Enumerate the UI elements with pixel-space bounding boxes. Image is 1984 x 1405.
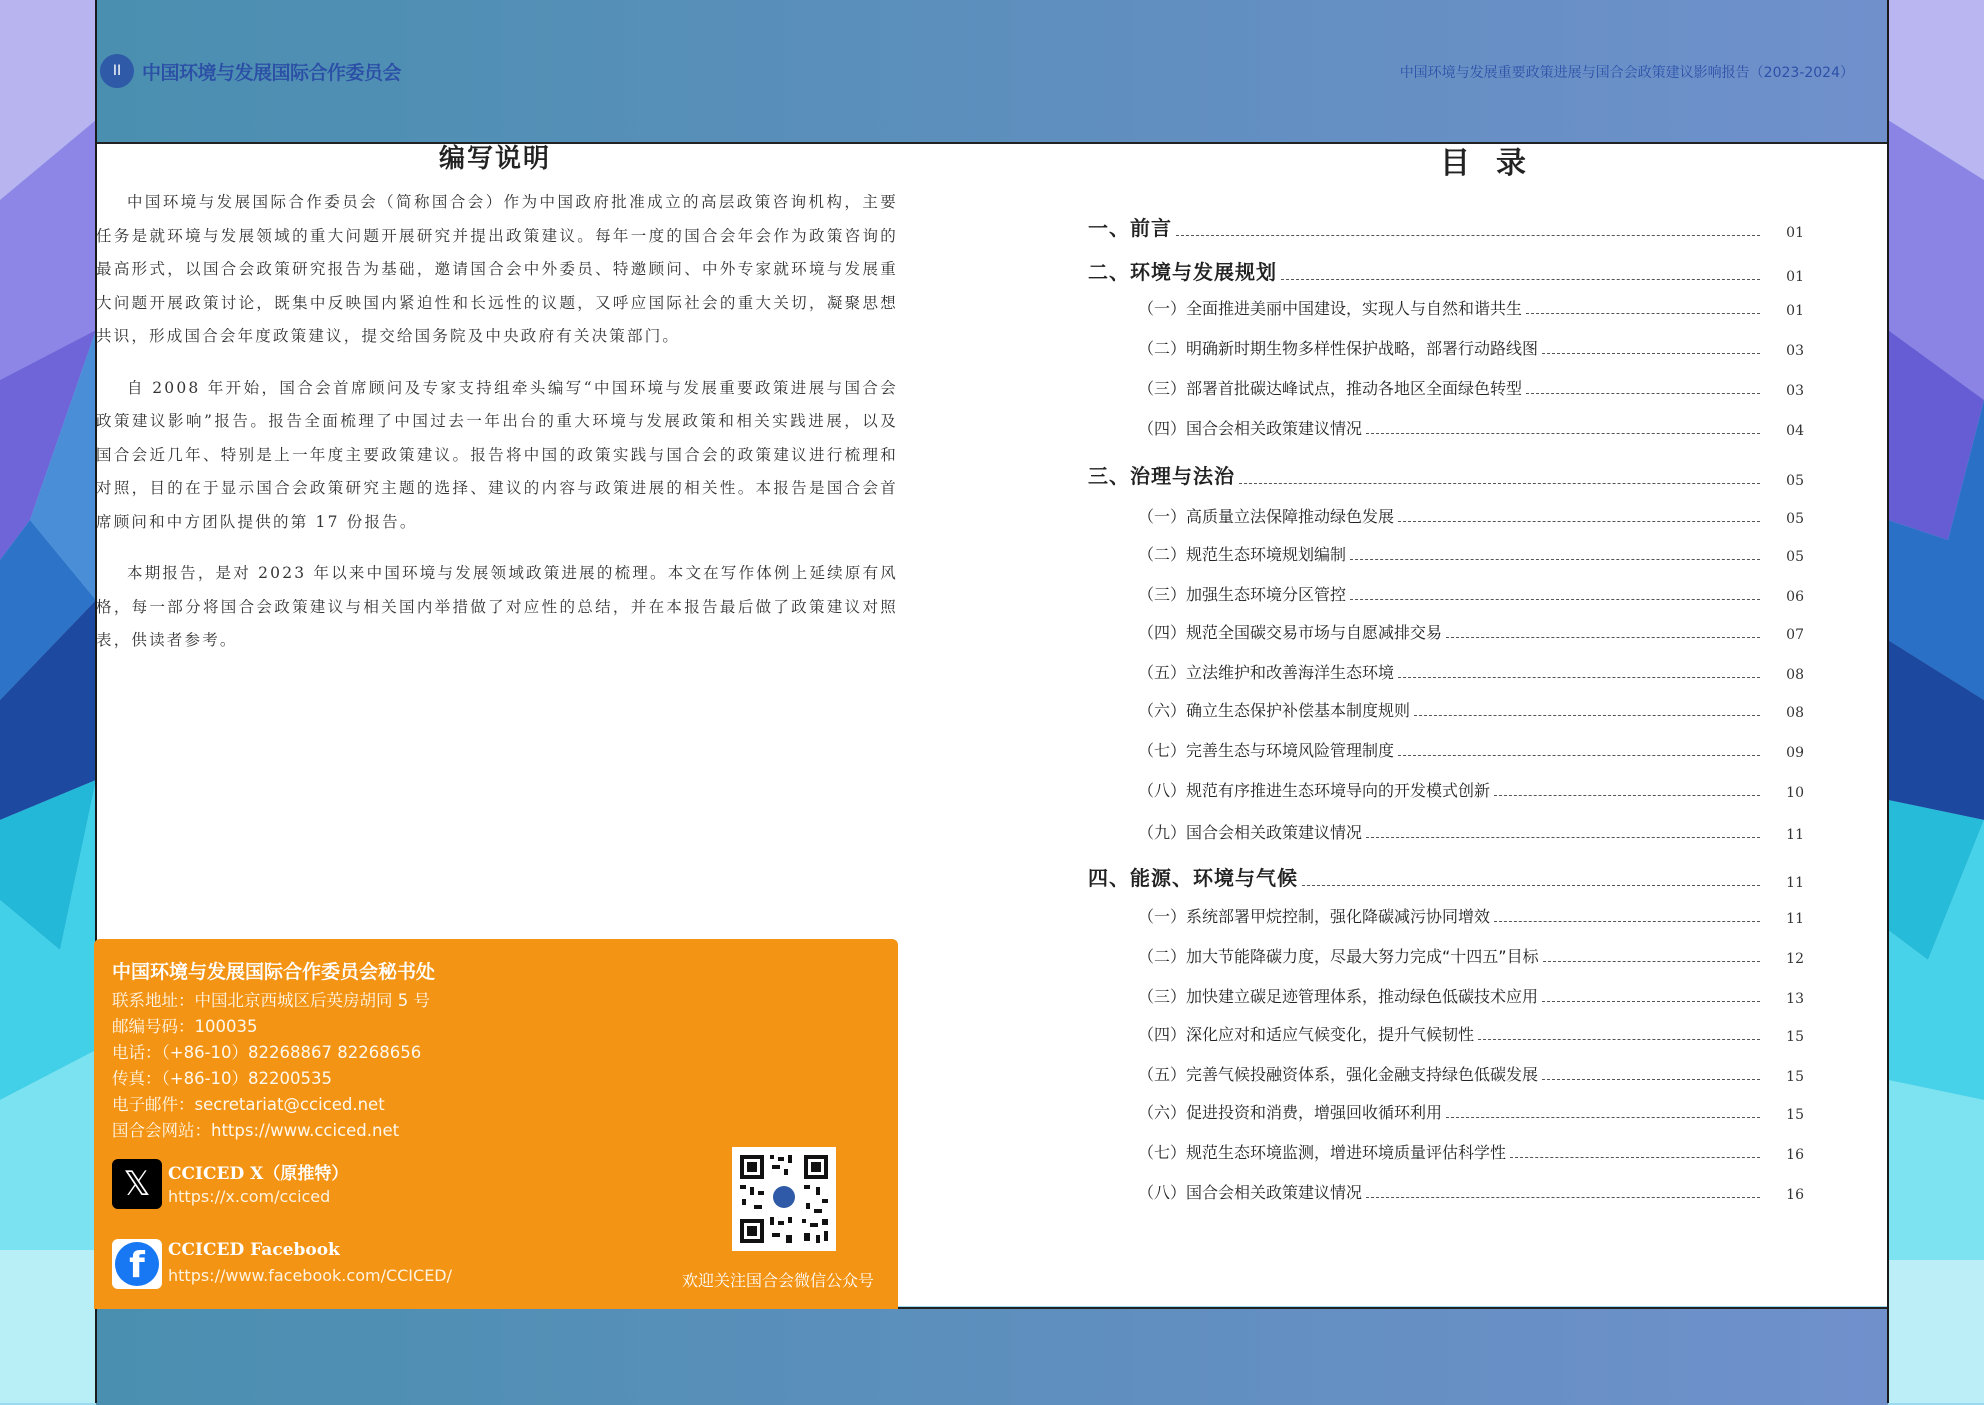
qr-caption: 欢迎关注国合会微信公众号 — [682, 1271, 875, 1290]
toc-entry-label: （六）促进投资和消费，增强回收循环利用 — [1138, 1103, 1443, 1122]
toc-entry-label: （一）高质量立法保障推动绿色发展 — [1138, 507, 1395, 526]
toc-page-number: 12 — [1786, 951, 1804, 967]
toc-entry-label: （三）加强生态环境分区管控 — [1138, 585, 1347, 604]
org-name-logotype: 中国环境与发展国际合作委员会 — [142, 61, 402, 84]
right-decorative-border — [1888, 0, 1984, 1403]
toc-page-number: 01 — [1786, 269, 1804, 285]
toc-page-number: 11 — [1786, 827, 1804, 843]
toc-section-entry[interactable] — [1088, 212, 1804, 241]
toc-subsection-entry[interactable] — [1088, 1100, 1804, 1123]
toc-subsection-entry[interactable] — [1088, 778, 1804, 801]
toc-entry-label: （五）立法维护和改善海洋生态环境 — [1138, 663, 1395, 682]
toc-leader-dots — [1526, 313, 1760, 314]
facebook-account-name: CCICED Facebook — [168, 1240, 340, 1260]
preface-paragraph: 本期报告，是对 2023 年以来中国环境与发展领域政策进展的梳理。本文在写作体例上延续原有风格，每一部分将国合会政策建议与相关国内举措做了对应性的总结，并在本报告最后做了政策建议对照表，供读者参考。 — [96, 564, 898, 649]
toc-leader-dots — [1510, 1157, 1760, 1158]
toc-subsection-entry[interactable] — [1088, 1180, 1804, 1203]
toc-leader-dots — [1398, 677, 1760, 678]
toc-subsection-entry[interactable] — [1088, 698, 1804, 721]
toc-page-number: 04 — [1786, 423, 1804, 439]
toc-leader-dots — [1366, 433, 1760, 434]
toc-entry-label: 四、能源、环境与气候 — [1088, 866, 1298, 890]
toc-subsection-entry[interactable] — [1088, 944, 1804, 967]
toc-subsection-entry[interactable] — [1088, 984, 1804, 1007]
toc-leader-dots — [1478, 1039, 1760, 1040]
toc-subsection-entry[interactable] — [1088, 660, 1804, 683]
toc-subsection-entry[interactable] — [1088, 1022, 1804, 1045]
toc-subsection-entry[interactable] — [1088, 504, 1804, 527]
toc-page-number: 08 — [1786, 667, 1804, 683]
toc-subsection-entry[interactable] — [1088, 820, 1804, 843]
toc-page-number: 01 — [1786, 225, 1804, 241]
toc-page-number: 03 — [1786, 343, 1804, 359]
toc-entry-label: （七）完善生态与环境风险管理制度 — [1138, 741, 1395, 760]
toc-subsection-entry[interactable] — [1088, 1062, 1804, 1085]
cciced-emblem-icon: II — [100, 54, 134, 88]
toc-entry-label: （二）明确新时期生物多样性保护战略，部署行动路线图 — [1138, 339, 1539, 358]
toc-page-number: 08 — [1786, 705, 1804, 721]
toc-subsection-entry[interactable] — [1088, 620, 1804, 643]
toc-leader-dots — [1176, 235, 1760, 236]
toc-leader-dots — [1302, 885, 1760, 886]
facebook-f-glyph: f — [115, 1242, 159, 1286]
toc-subsection-entry[interactable] — [1088, 904, 1804, 927]
toc-page-number: 05 — [1786, 473, 1804, 489]
toc-leader-dots — [1366, 837, 1760, 838]
toc-entry-label: （八）国合会相关政策建议情况 — [1138, 1183, 1363, 1202]
toc-page-number: 05 — [1786, 549, 1804, 565]
toc-leader-dots — [1414, 715, 1760, 716]
right-page-edge — [1887, 0, 1889, 1403]
toc-subsection-entry[interactable] — [1088, 1140, 1804, 1163]
toc-section-entry[interactable] — [1088, 862, 1804, 891]
preface-paragraph: 中国环境与发展国际合作委员会（简称国合会）作为中国政府批准成立的高层政策咨询机构，主要任务是就环境与发展领域的重大问题开展研究并提出政策建议。每年一度的国合会年会作为政策咨询的最高形式，以国合会政策研究报告为基础，邀请国合会中外委员、特邀顾问、中外专家就环境与发展重大问题开展政策讨论，既集中反映国内紧迫性和长远性的议题，又呼应国际社会的重大关切，凝聚思想共识，形成国合会年度政策建议，提交给国务院及中央政府有关决策部门。 — [96, 193, 898, 345]
toc-page-number: 05 — [1786, 511, 1804, 527]
toc-subsection-entry[interactable] — [1088, 542, 1804, 565]
toc-entry-label: （七）规范生态环境监测，增进环境质量评估科学性 — [1138, 1143, 1507, 1162]
toc-leader-dots — [1350, 599, 1760, 600]
x-account-name: CCICED X（原推特） — [168, 1164, 349, 1184]
toc-subsection-entry[interactable] — [1088, 416, 1804, 439]
toc-subsection-entry[interactable] — [1088, 376, 1804, 399]
preface-title: 编写说明 — [438, 144, 551, 174]
toc-page-number: 13 — [1786, 991, 1804, 1007]
toc-leader-dots — [1398, 755, 1760, 756]
toc-subsection-entry[interactable] — [1088, 582, 1804, 605]
toc-page-number: 01 — [1786, 303, 1804, 319]
toc-title: 目录 — [1440, 146, 1552, 181]
toc-page-number: 10 — [1786, 785, 1804, 801]
footer-band — [96, 1307, 1888, 1405]
toc-leader-dots — [1446, 1117, 1760, 1118]
x-account-link[interactable]: https://x.com/cciced — [168, 1187, 331, 1206]
toc-leader-dots — [1494, 921, 1760, 922]
cciced-logo — [100, 54, 401, 88]
contact-postcode: 邮编号码：100035 — [112, 1017, 258, 1036]
toc-section-entry[interactable] — [1088, 460, 1804, 489]
toc-entry-label: （四）规范全国碳交易市场与自愿减排交易 — [1138, 623, 1443, 642]
toc-leader-dots — [1542, 353, 1760, 354]
toc-subsection-entry[interactable] — [1088, 738, 1804, 761]
toc-page-number: 06 — [1786, 589, 1804, 605]
toc-subsection-entry[interactable] — [1088, 336, 1804, 359]
contact-panel — [94, 939, 898, 1309]
toc-entry-label: （九）国合会相关政策建议情况 — [1138, 823, 1363, 842]
toc-page-number: 15 — [1786, 1107, 1804, 1123]
toc-page-number: 03 — [1786, 383, 1804, 399]
toc-entry-label: （三）部署首批碳达峰试点，推动各地区全面绿色转型 — [1138, 379, 1523, 398]
toc-subsection-entry[interactable] — [1088, 296, 1804, 319]
toc-entry-label: （六）确立生态保护补偿基本制度规则 — [1138, 701, 1411, 720]
toc-page-number: 15 — [1786, 1069, 1804, 1085]
toc-section-entry[interactable] — [1088, 256, 1804, 285]
preface-body — [96, 186, 898, 676]
toc-leader-dots — [1350, 559, 1760, 560]
toc-entry-label: （四）深化应对和适应气候变化，提升气候韧性 — [1138, 1025, 1475, 1044]
toc-leader-dots — [1398, 521, 1760, 522]
toc-entry-label: 三、治理与法治 — [1088, 464, 1235, 488]
toc-entry-label: （四）国合会相关政策建议情况 — [1138, 419, 1363, 438]
contact-address: 联系地址：中国北京西城区后英房胡同 5 号 — [112, 991, 430, 1010]
toc-entry-label: （八）规范有序推进生态环境导向的开发模式创新 — [1138, 781, 1491, 800]
toc-page-number: 15 — [1786, 1029, 1804, 1045]
contact-phone: 电话：（+86-10）82268867 82268656 — [112, 1043, 422, 1062]
contact-website[interactable]: 国合会网站：https://www.cciced.net — [112, 1121, 400, 1140]
toc-leader-dots — [1542, 1079, 1760, 1080]
toc-page-number: 11 — [1786, 911, 1804, 927]
preface-paragraph: 自 2008 年开始，国合会首席顾问及专家支持组牵头编写“中国环境与发展重要政策进展与国合会政策建议影响”报告。报告全面梳理了中国过去一年出台的重大环境与发展政策和相关实践进展，以及国合会近几年、特别是上一年度主要政策建议。报告将中国的政策实践与国合会的政策建议进行梳理和对照，目的在于显示国合会政策研究主题的选择、建议的内容与政策进展的相关性。本报告是国合会首席顾问和中方团队提供的第 17 份报告。 — [96, 378, 898, 531]
toc-entry-label: （一）系统部署甲烷控制，强化降碳减污协同增效 — [1138, 907, 1491, 926]
facebook-account-link[interactable]: https://www.facebook.com/CCICED/ — [168, 1266, 453, 1285]
toc-page-number: 07 — [1786, 627, 1804, 643]
toc-page-number: 16 — [1786, 1147, 1804, 1163]
wechat-qr-code[interactable] — [732, 1147, 836, 1251]
toc-leader-dots — [1494, 795, 1760, 796]
toc-entry-label: （一）全面推进美丽中国建设，实现人与自然和谐共生 — [1138, 299, 1523, 318]
contact-fax: 传真：（+86-10）82200535 — [112, 1069, 333, 1088]
toc-entry-label: （三）加快建立碳足迹管理体系，推动绿色低碳技术应用 — [1138, 987, 1539, 1006]
x-logo-icon[interactable]: 𝕏 — [112, 1159, 162, 1209]
toc-leader-dots — [1446, 637, 1760, 638]
left-decorative-border — [0, 0, 96, 1403]
toc-entry-label: 二、环境与发展规划 — [1088, 260, 1277, 284]
toc-leader-dots — [1366, 1197, 1760, 1198]
facebook-logo-icon[interactable] — [112, 1239, 162, 1289]
qr-code-icon — [732, 1147, 836, 1251]
toc-entry-label: （二）规范生态环境规划编制 — [1138, 545, 1347, 564]
toc-entry-label: （五）完善气候投融资体系，强化金融支持绿色低碳发展 — [1138, 1065, 1539, 1084]
toc-entry-label: （二）加大节能降碳力度，尽最大努力完成“十四五”目标 — [1138, 947, 1539, 966]
contact-email[interactable]: 电子邮件：secretariat@cciced.net — [112, 1095, 385, 1114]
toc-leader-dots — [1526, 393, 1760, 394]
toc-leader-dots — [1542, 1001, 1760, 1002]
toc-page-number: 11 — [1786, 875, 1804, 891]
toc-leader-dots — [1239, 483, 1760, 484]
toc-entry-label: 一、前言 — [1088, 216, 1172, 240]
toc-leader-dots — [1281, 279, 1760, 280]
secretariat-title: 中国环境与发展国际合作委员会秘书处 — [112, 961, 436, 983]
report-running-title: 中国环境与发展重要政策进展与国合会政策建议影响报告（2023-2024） — [1399, 65, 1854, 81]
toc-leader-dots — [1543, 961, 1760, 962]
toc-page-number: 16 — [1786, 1187, 1804, 1203]
toc-page-number: 09 — [1786, 745, 1804, 761]
